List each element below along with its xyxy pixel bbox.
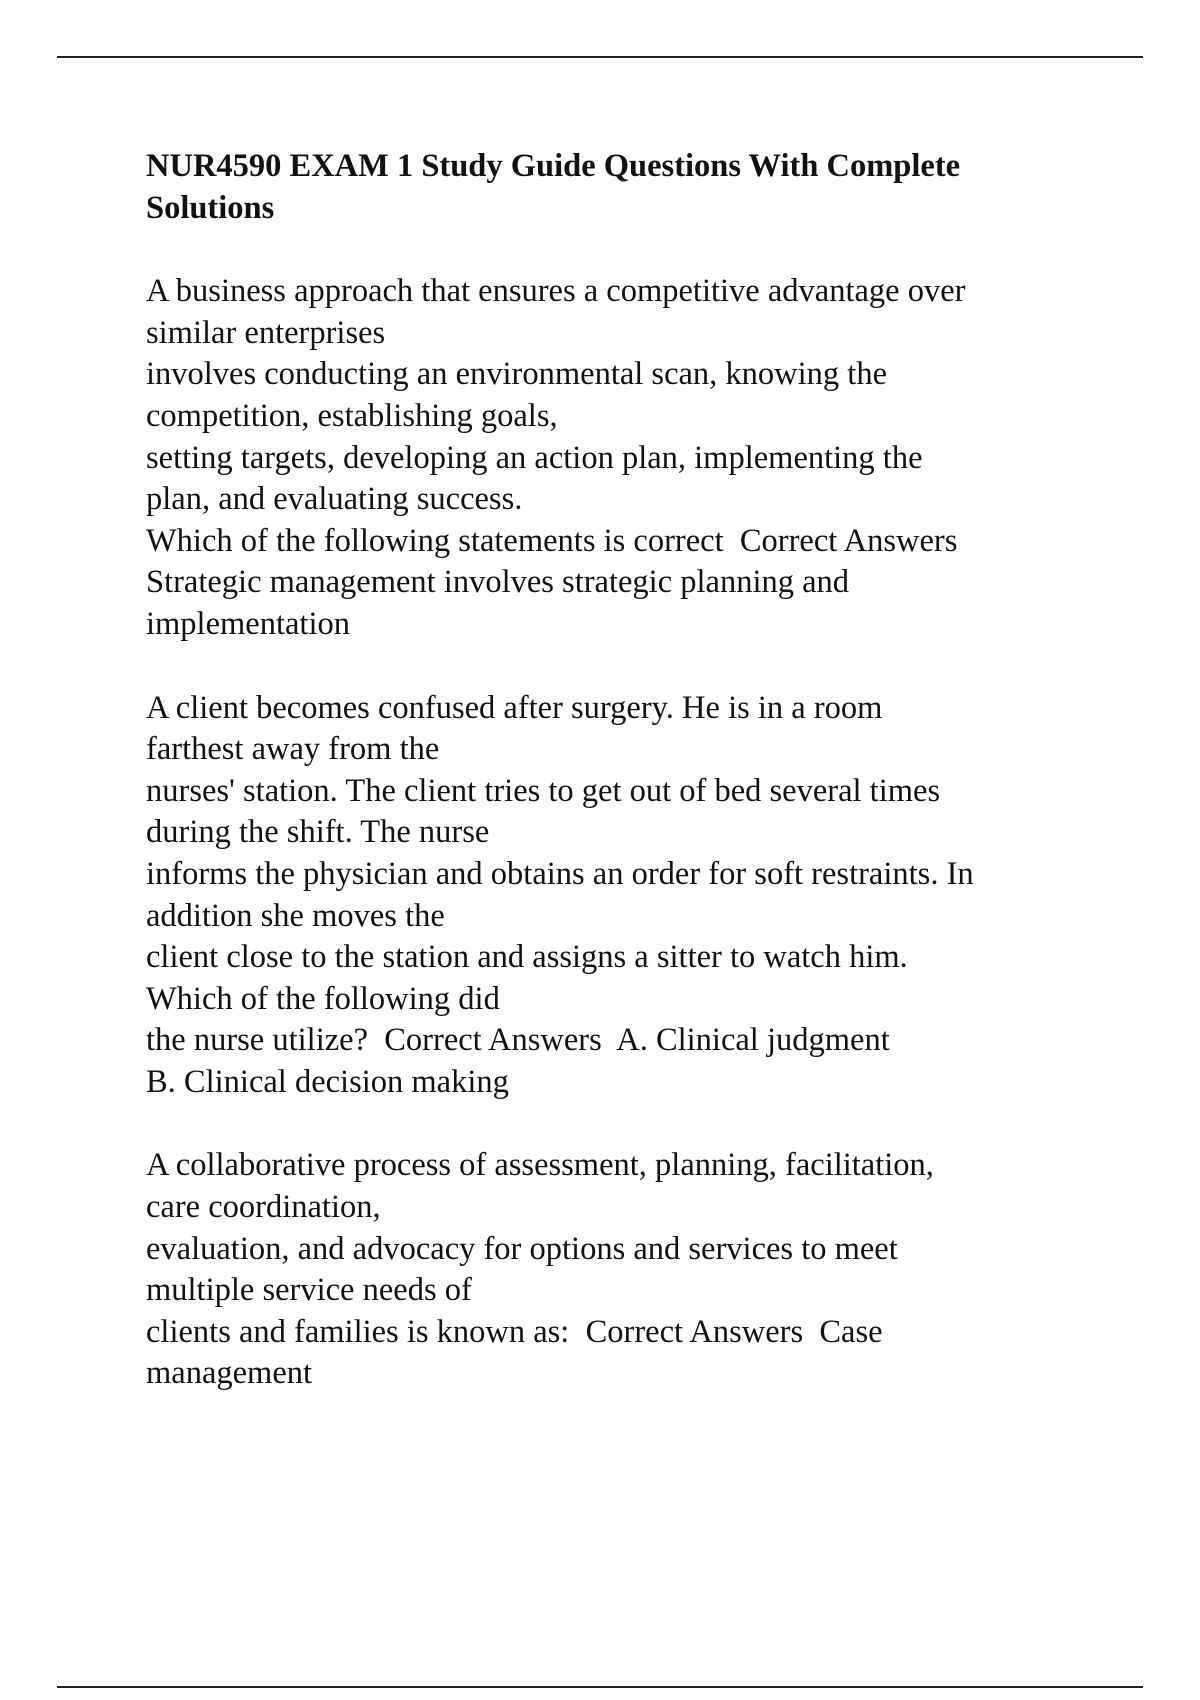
document-body <box>146 146 1086 1395</box>
question-line: farthest away from the <box>146 731 440 768</box>
title-line: Solutions <box>146 189 275 226</box>
question-line: evaluation, and advocacy for options and services to meet <box>146 1230 898 1267</box>
question-block-2 <box>146 688 1086 1104</box>
title-line: NUR4590 EXAM 1 Study Guide Questions With Complete <box>146 148 961 184</box>
question-line: similar enterprises <box>146 314 386 351</box>
question-line: competition, establishing goals, <box>146 397 558 434</box>
question-line: client close to the station and assigns a sitter to watch him. <box>146 939 908 976</box>
question-block-3 <box>146 1145 1086 1395</box>
answer-line: management <box>146 1355 313 1392</box>
question-line: during the shift. The nurse <box>146 814 490 851</box>
question-line: the nurse utilize? Correct Answers A. Clinical judgment <box>146 1022 890 1059</box>
footer-rule <box>57 1686 1143 1688</box>
question-line: nurses' station. The client tries to get out of bed several times <box>146 772 941 809</box>
question-line: multiple service needs of <box>146 1272 472 1309</box>
document-title <box>146 146 1086 229</box>
header-rule <box>57 56 1143 58</box>
question-line: informs the physician and obtains an order for soft restraints. In <box>146 855 974 892</box>
answer-line: implementation <box>146 605 350 642</box>
question-line: care coordination, <box>146 1189 381 1226</box>
question-line: setting targets, developing an action plan, implementing the <box>146 439 923 476</box>
question-line: A client becomes confused after surgery. He is in a room <box>146 689 883 726</box>
question-line: addition she moves the <box>146 897 445 934</box>
question-line: A business approach that ensures a competitive advantage over <box>146 273 966 310</box>
question-line: plan, and evaluating success. <box>146 481 523 518</box>
question-block-1 <box>146 271 1086 645</box>
question-line: involves conducting an environmental scan, knowing the <box>146 356 888 393</box>
question-line: clients and families is known as: Correct Answers Case <box>146 1313 883 1350</box>
question-line: Which of the following did <box>146 980 500 1017</box>
answer-line: B. Clinical decision making <box>146 1063 509 1100</box>
question-line: Which of the following statements is correct Correct Answers <box>146 522 958 559</box>
question-line: A collaborative process of assessment, planning, facilitation, <box>146 1147 934 1184</box>
answer-line: Strategic management involves strategic planning and <box>146 564 850 601</box>
